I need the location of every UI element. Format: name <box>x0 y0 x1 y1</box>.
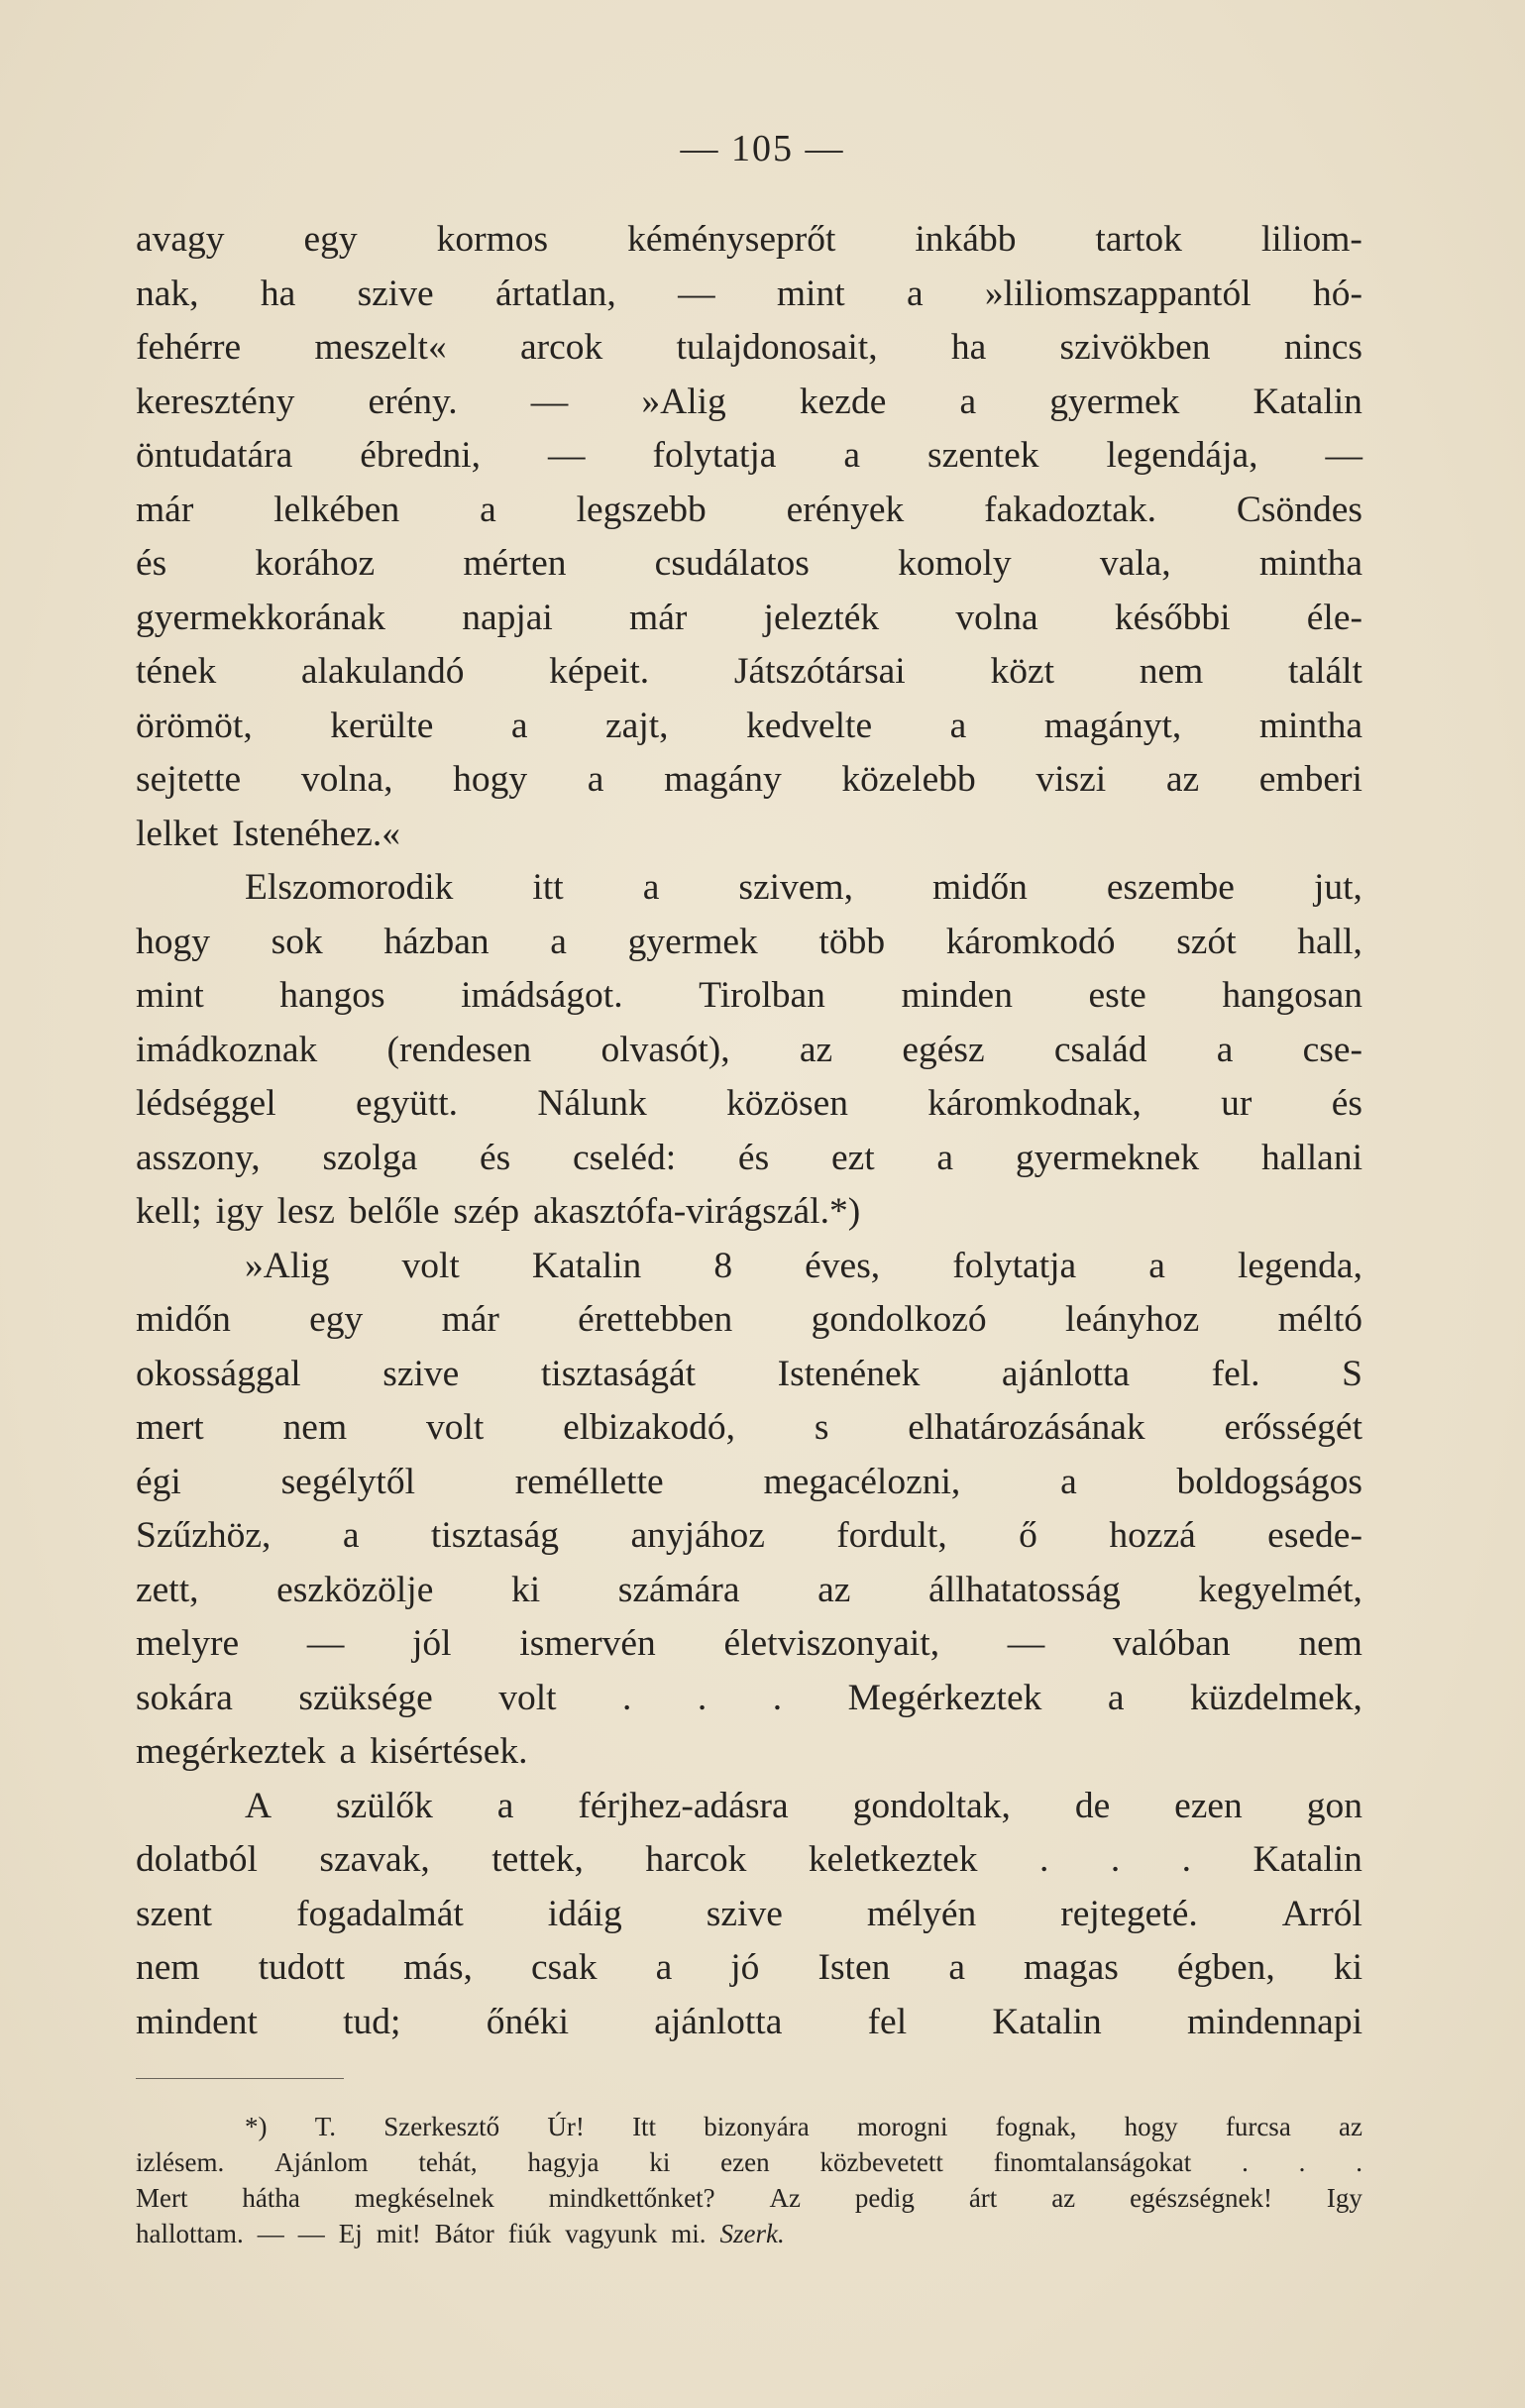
footnote-line: hallottam. — — Ej mit! Bátor fiúk vagyunk mi. Szerk. <box>136 2216 1362 2251</box>
text-line: nak, ha szive ártatlan, — mint a »liliomszappantól hó- <box>136 273 1362 314</box>
text-line: öntudatára ébredni, — folytatja a szentek legendája, — <box>136 435 1362 476</box>
text-line: örömöt, kerülte a zajt, kedvelte a magányt, mintha <box>136 705 1362 746</box>
text-line: Elszomorodik itt a szivem, midőn eszembe jut, <box>245 867 1362 908</box>
footnote-signature: Szerk. <box>719 2219 785 2248</box>
text-line: lelket Istenéhez.« <box>136 813 400 854</box>
text-line: tének alakulandó képeit. Játszótársai közt nem talált <box>136 651 1362 692</box>
text-line: zett, eszközölje ki számára az állhatatosság kegyelmét, <box>136 1569 1362 1610</box>
text-line: lédséggel együtt. Nálunk közösen káromkodnak, ur és <box>136 1083 1362 1124</box>
footnote-line: *) T. Szerkesztő Úr! Itt bizonyára morogni fognak, hogy furcsa az <box>245 2112 1362 2141</box>
text-line: midőn egy már érettebben gondolkozó leányhoz méltó <box>136 1299 1362 1340</box>
body-text <box>136 213 1362 2049</box>
text-line: melyre — jól ismervén életviszonyait, — valóban nem <box>136 1623 1362 1664</box>
text-line: megérkeztek a kisértések. <box>136 1731 528 1772</box>
text-line: okossággal szive tisztaságát Istenének ajánlotta fel. S <box>136 1353 1362 1394</box>
text-line: és korához mérten csudálatos komoly vala, mintha <box>136 543 1362 584</box>
footnote-divider <box>136 2078 344 2079</box>
text-line: Szűzhöz, a tisztaság anyjához fordult, ő hozzá esede- <box>136 1515 1362 1556</box>
text-line: imádkoznak (rendesen olvasót), az egész család a cse- <box>136 1029 1362 1070</box>
footnote <box>136 2109 1362 2251</box>
text-line: keresztény erény. — »Alig kezde a gyermek Katalin <box>136 381 1362 422</box>
text-line: fehérre meszelt« arcok tulajdonosait, ha szivökben nincs <box>136 327 1362 368</box>
text-line: asszony, szolga és cseléd: és ezt a gyermeknek hallani <box>136 1137 1362 1178</box>
text-line: gyermekkorának napjai már jelezték volna későbbi éle- <box>136 597 1362 638</box>
text-line: A szülők a férjhez-adásra gondoltak, de ezen gon <box>245 1785 1362 1826</box>
text-line: mint hangos imádságot. Tirolban minden este hangosan <box>136 975 1362 1016</box>
text-line: nem tudott más, csak a jó Isten a magas égben, ki <box>136 1947 1362 1988</box>
text-line: szent fogadalmát idáig szive mélyén rejtegeté. Arról <box>136 1893 1362 1934</box>
text-line: mert nem volt elbizakodó, s elhatározásának erősségét <box>136 1407 1362 1448</box>
text-line: kell; igy lesz belőle szép akasztófa-virágszál.*) <box>136 1191 861 1232</box>
text-line: már lelkében a legszebb erények fakadoztak. Csöndes <box>136 489 1362 530</box>
text-line: mindent tud; őnéki ajánlotta fel Katalin mindennapi <box>136 2001 1362 2042</box>
text-line: dolatból szavak, tettek, harcok keletkeztek . . . Katalin <box>136 1839 1362 1880</box>
footnote-line: izlésem. Ajánlom tehát, hagyja ki ezen közbevetett finomtalanságokat . . . <box>136 2147 1362 2177</box>
text-line: avagy egy kormos kéményseprőt inkább tartok liliom- <box>136 219 1362 260</box>
footnote-line: Mert hátha megkéselnek mindkettőnket? Az pedig árt az egészségnek! Igy <box>136 2183 1362 2213</box>
text-line: sokára szüksége volt . . . Megérkeztek a küzdelmek, <box>136 1677 1362 1718</box>
text-line: hogy sok házban a gyermek több káromkodó szót hall, <box>136 921 1362 962</box>
text-line: égi segélytől reméllette megacélozni, a boldogságos <box>136 1461 1362 1502</box>
page-number: — 105 — <box>680 128 845 169</box>
text-line: sejtette volna, hogy a magány közelebb viszi az emberi <box>136 759 1362 800</box>
text-line: »Alig volt Katalin 8 éves, folytatja a legenda, <box>245 1245 1362 1286</box>
